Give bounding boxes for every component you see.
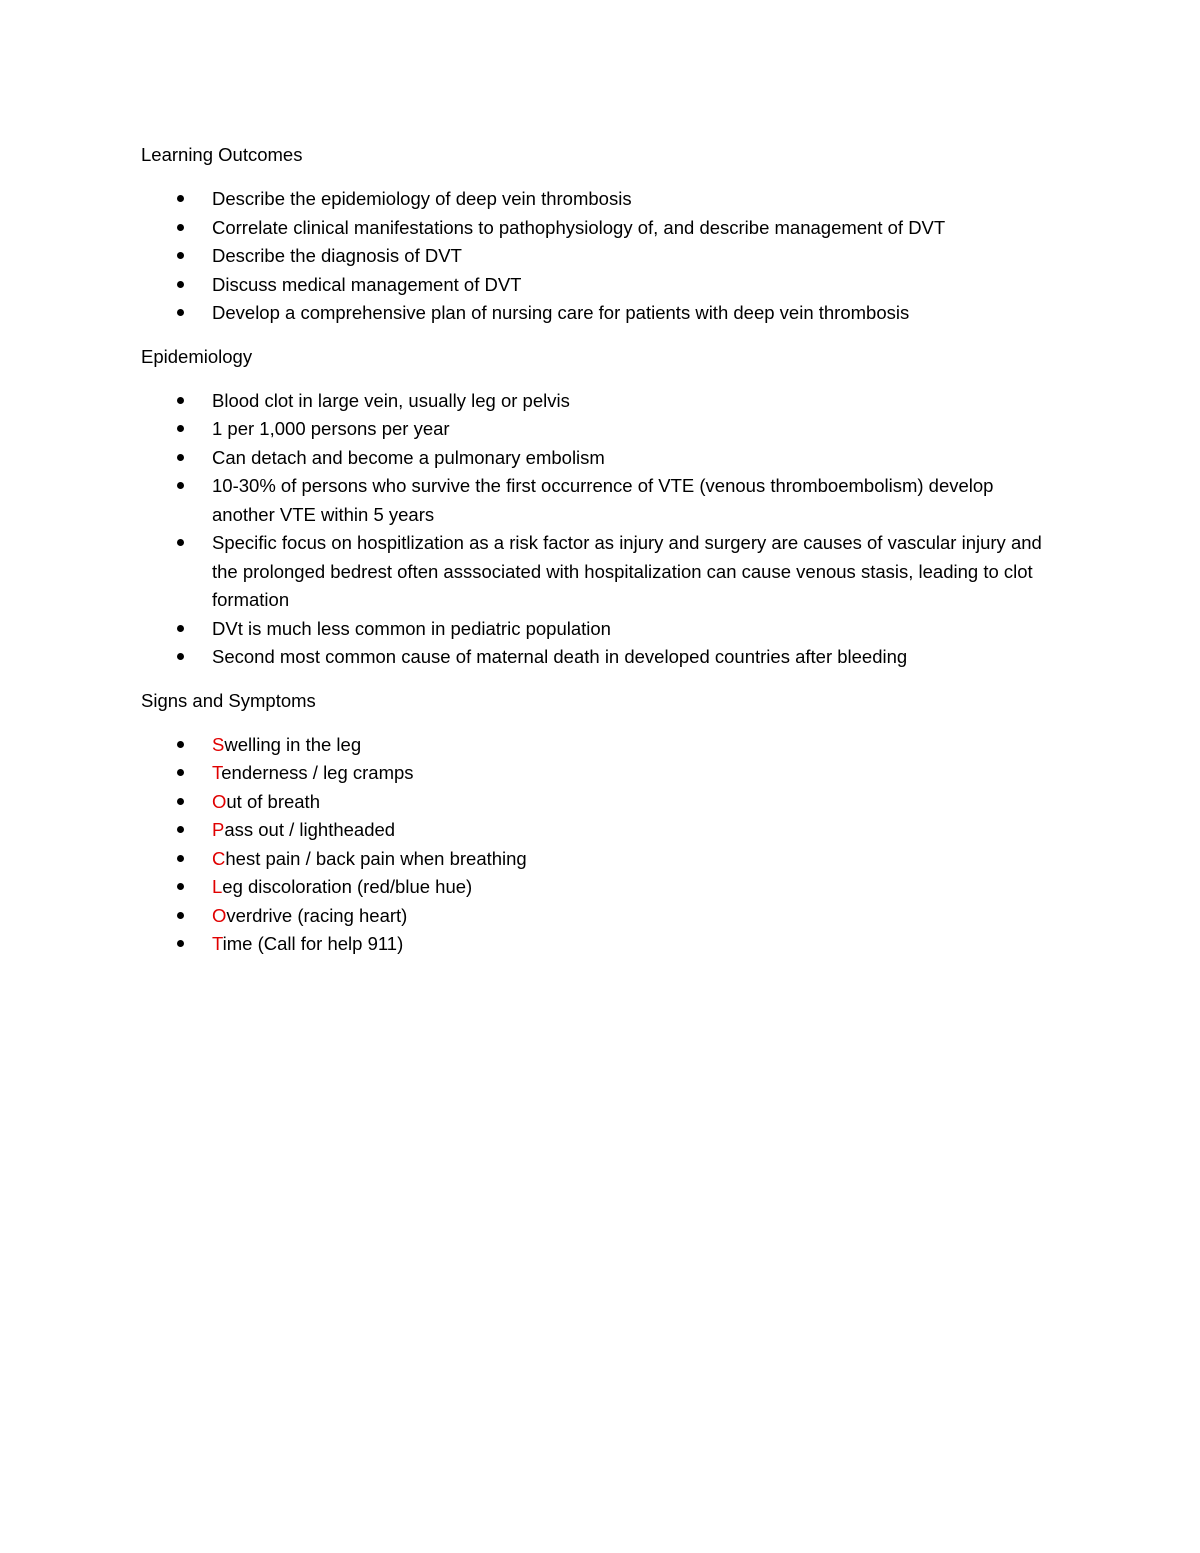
section-heading: Epidemiology [141,345,253,367]
list-item [141,271,1061,300]
list-item [141,615,1061,644]
list-item [141,845,1061,874]
section-learning-outcomes [141,141,1061,328]
list-item [141,185,1061,214]
bullet-icon [177,769,184,776]
bullet-icon [177,281,184,288]
acronym-letter: P [212,819,225,840]
list-item-text: Describe the epidemiology of deep vein thrombosis [212,188,632,209]
list-item [141,816,1061,845]
bullet-icon [177,625,184,632]
list-item-text: hest pain / back pain when breathing [225,847,527,869]
bullet-icon [177,224,184,231]
list-item [141,444,1061,473]
bullet-icon [177,653,184,660]
list-item [141,873,1061,902]
list-item [141,731,1061,760]
section-epidemiology [141,343,1061,672]
list-item-text: Can detach and become a pulmonary embolism [212,446,605,468]
list-item-text: ime (Call for help 911) [222,933,404,954]
list-item-text: welling in the leg [224,733,362,755]
bullet-icon [177,940,184,947]
list-item-text: Specific focus on hospitlization as a risk factor as injury and surgery are causes of vascular injury and the prolonged bedrest often asssociated with hospitalization can cause venous stasis, leading to clot formation [212,532,1042,610]
list-item [141,472,1061,529]
list-item [141,299,1061,328]
list-item-text: Develop a comprehensive plan of nursing care for patients with deep vein thrombosis [212,302,910,323]
list-item-text: 10-30% of persons who survive the first occurrence of VTE (venous thromboembolism) develop another VTE within 5 years [212,475,994,525]
list-item-text: Describe the diagnosis of DVT [212,245,462,266]
list-item-text: eg discoloration (red/blue hue) [222,876,473,897]
list-item-text: Correlate clinical manifestations to pathophysiology of, and describe management of DVT [212,216,946,238]
bullet-icon [177,826,184,833]
bullet-icon [177,539,184,546]
list-item-text: DVt is much less common in pediatric population [212,617,611,639]
bullet-icon [177,482,184,489]
bullet-icon [177,397,184,404]
bullet-icon [177,425,184,432]
acronym-letter: O [212,790,227,812]
list-item-text: Blood clot in large vein, usually leg or pelvis [212,389,570,411]
bullet-icon [177,741,184,748]
bullet-icon [177,798,184,805]
list-item-text: verdrive (racing heart) [226,904,408,926]
acronym-letter: S [212,733,225,755]
section-signs-and-symptoms [141,687,1061,959]
bullet-icon [177,883,184,890]
document-body [141,141,1061,974]
list-item-text: Discuss medical management of DVT [212,273,522,295]
list-item-text: Second most common cause of maternal death in developed countries after bleeding [212,646,908,667]
list-item [141,643,1061,672]
list-item [141,214,1061,243]
list-item [141,759,1061,788]
list-item-text: 1 per 1,000 persons per year [212,418,450,439]
bullet-icon [177,252,184,259]
acronym-letter: T [212,762,222,783]
bullet-icon [177,912,184,919]
list-item-text: ut of breath [226,790,320,812]
list-item [141,930,1061,959]
acronym-letter: C [212,847,226,869]
list-item [141,242,1061,271]
acronym-letter: L [212,876,223,897]
bullet-list [141,731,1061,959]
bullet-icon [177,454,184,461]
list-item [141,788,1061,817]
bullet-list [141,185,1061,328]
bullet-list [141,387,1061,672]
section-heading: Signs and Symptoms [141,689,316,711]
bullet-icon [177,309,184,316]
list-item [141,415,1061,444]
acronym-letter: T [212,933,223,954]
bullet-icon [177,195,184,202]
list-item [141,529,1061,615]
list-item-text: enderness / leg cramps [221,762,414,783]
list-item [141,902,1061,931]
list-item [141,387,1061,416]
bullet-icon [177,855,184,862]
list-item-text: ass out / lightheaded [224,819,396,840]
section-heading: Learning Outcomes [141,144,303,165]
acronym-letter: O [212,904,227,926]
